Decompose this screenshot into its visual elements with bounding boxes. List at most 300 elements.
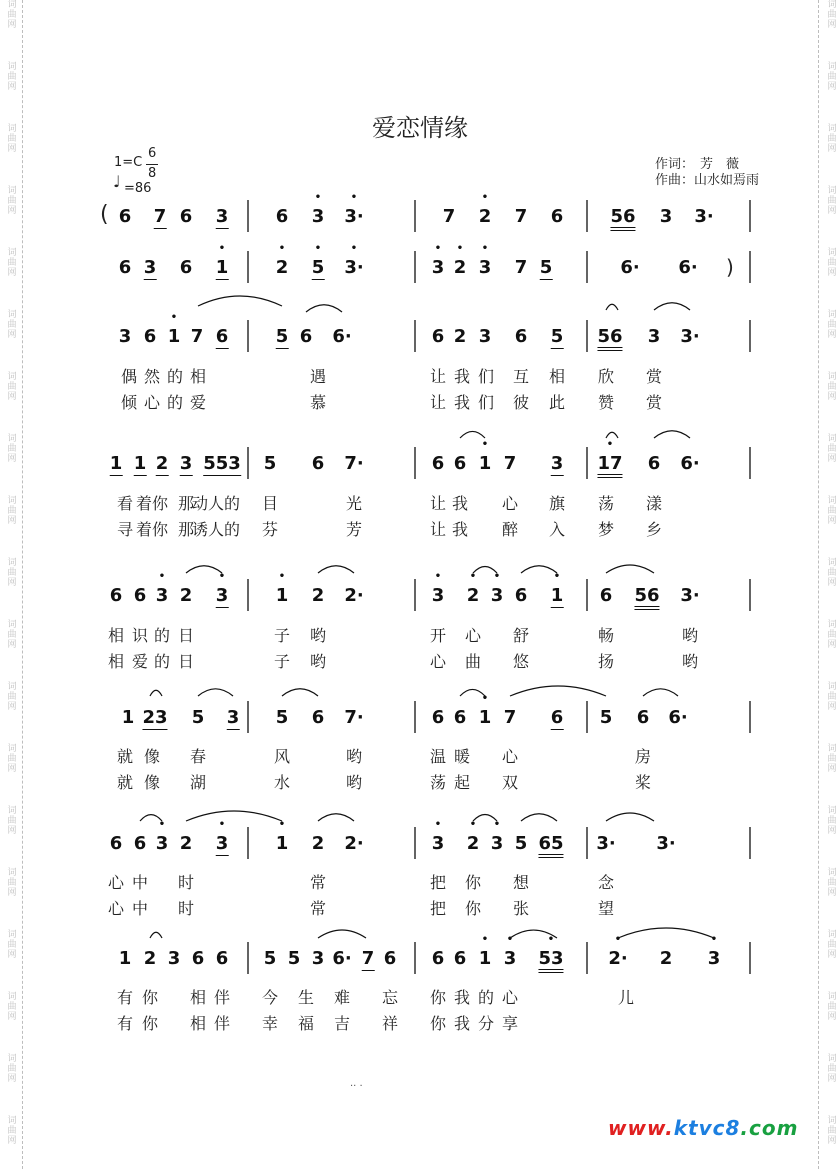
note: 7	[503, 707, 517, 728]
lyric-word: 让	[429, 367, 447, 386]
watermark-text: 词 曲 网	[7, 434, 17, 464]
lyric-word: 念	[597, 873, 615, 892]
note: 5	[275, 707, 289, 728]
lyric-word: 相	[107, 652, 125, 671]
lyric-word: 有	[116, 1014, 134, 1033]
lyric-word: 风	[273, 747, 291, 766]
lyric-word: 欣	[597, 367, 615, 386]
lyric-word: 春	[189, 747, 207, 766]
lyric-word: 难	[333, 988, 351, 1007]
watermark-text: 词 曲 网	[827, 930, 837, 960]
note: 6·	[332, 326, 352, 347]
lyric-word: 着你	[135, 494, 169, 513]
lyric-word: 你	[429, 1014, 447, 1033]
note: 6	[647, 453, 661, 474]
note: 3	[311, 948, 325, 969]
lyric-word: 我	[451, 494, 469, 513]
watermark-text: 词 曲 网	[827, 1116, 837, 1146]
lyric-word: 让	[429, 520, 447, 539]
lyric-word: 起	[453, 773, 471, 792]
note: 5	[263, 948, 277, 969]
lyric-word: 曲	[464, 652, 482, 671]
note: 5	[263, 453, 277, 474]
note: 7·	[344, 453, 364, 474]
note: 6	[143, 326, 157, 347]
watermark-text: 词 曲 网	[7, 248, 17, 278]
lyric-word: 你	[464, 873, 482, 892]
note: 6	[550, 206, 564, 227]
note: 5	[287, 948, 301, 969]
lyric-word: 暖	[453, 747, 471, 766]
footer-dots: .. .	[350, 1078, 363, 1089]
lyric-word: 把	[429, 873, 447, 892]
note: 2	[453, 326, 467, 347]
watermark-text: 词 曲 网	[7, 1054, 17, 1084]
note: 6	[191, 948, 205, 969]
composer-name: 山水如焉雨	[694, 173, 760, 188]
lyric-word: 心	[107, 899, 125, 918]
watermark-text: 词 曲 网	[7, 930, 17, 960]
watermark-text: 词 曲 网	[7, 992, 17, 1022]
note: • 3	[432, 257, 445, 278]
note: 3	[143, 257, 157, 278]
lyric-word: 那	[177, 520, 195, 539]
note: • 17	[597, 453, 622, 478]
lyric-word: 生	[297, 988, 315, 1007]
note: 6	[550, 707, 564, 728]
tempo-mark: =86	[124, 181, 152, 196]
note: 6	[109, 585, 123, 606]
lyric-word: 爱	[189, 393, 207, 412]
lyric-word: 倾	[120, 393, 138, 412]
watermark-text: 词 曲 网	[7, 372, 17, 402]
lyric-word: 舒	[512, 626, 530, 645]
note: 2	[179, 585, 193, 606]
lyric-word: 爱	[131, 652, 149, 671]
lyric-word: 祥	[381, 1014, 399, 1033]
note: 3·	[596, 833, 616, 854]
lyric-word: 心	[501, 494, 519, 513]
note: • 3	[156, 585, 169, 606]
note: 553	[203, 453, 241, 474]
lyric-word: 吉	[333, 1014, 351, 1033]
site-logo-name: ktvc8	[673, 1116, 741, 1140]
lyric-word: 芬	[261, 520, 279, 539]
lyric-word: 遇	[309, 367, 327, 386]
note: 6	[453, 453, 467, 474]
note: 7	[442, 206, 456, 227]
lyric-word: 我	[453, 393, 471, 412]
watermark-text: 词 曲 网	[7, 558, 17, 588]
lyric-word: 我	[453, 1014, 471, 1033]
watermark-text: 词 曲 网	[827, 434, 837, 464]
lyric-word: 你	[464, 899, 482, 918]
note: 1	[133, 453, 147, 474]
lyric-word: 我	[453, 988, 471, 1007]
note: 6	[215, 948, 229, 969]
lyric-word: 日	[177, 626, 195, 645]
site-logo-www: www.	[608, 1116, 674, 1140]
lyric-word: 然	[143, 367, 161, 386]
lyric-word: 们	[477, 393, 495, 412]
note: 65	[538, 833, 563, 858]
lyric-word: 湖	[189, 773, 207, 792]
note: • 2	[479, 206, 492, 227]
watermark-text: 词 曲 网	[7, 62, 17, 92]
note: 7	[153, 206, 167, 227]
note: 7	[503, 453, 517, 474]
note: 3·	[680, 585, 700, 606]
watermark-text: 词 曲 网	[7, 620, 17, 650]
note: • 2	[467, 833, 480, 854]
watermark-text: 词 曲 网	[7, 1116, 17, 1146]
note: 3	[659, 206, 673, 227]
lyric-word: 儿	[617, 988, 635, 1007]
watermark-text: 词 曲 网	[7, 496, 17, 526]
song-title: 爱恋情缘	[372, 114, 468, 142]
lyric-word: 偶	[120, 367, 138, 386]
repeat-paren-open: (	[100, 202, 109, 227]
lyric-word: 我	[453, 367, 471, 386]
note: 3	[478, 326, 492, 347]
lyric-word: 着你	[135, 520, 169, 539]
lyric-word: 有	[116, 988, 134, 1007]
note: 2·	[344, 833, 364, 854]
note: 6	[109, 833, 123, 854]
watermark-text: 词 曲 网	[7, 682, 17, 712]
lyric-word: 水	[273, 773, 291, 792]
note: 6	[215, 326, 229, 347]
note: 6	[636, 707, 650, 728]
note: • 3	[432, 833, 445, 854]
lyric-word: 心	[464, 626, 482, 645]
note: 5	[191, 707, 205, 728]
note: 5	[550, 326, 564, 347]
note: 6	[431, 707, 445, 728]
note: 3·	[694, 206, 714, 227]
note: 6	[133, 833, 147, 854]
watermark-text: 词 曲 网	[7, 124, 17, 154]
watermark-text: 词 曲 网	[827, 620, 837, 650]
lyric-word: 此	[548, 393, 566, 412]
lyric-word: 寻	[116, 520, 134, 539]
note: 56	[610, 206, 635, 231]
note: 7	[514, 206, 528, 227]
repeat-paren-close: )	[726, 255, 734, 279]
note: 6·	[332, 948, 352, 969]
lyric-word: 把	[429, 899, 447, 918]
note: • 3	[312, 206, 325, 227]
lyric-word: 就	[116, 747, 134, 766]
note: 3	[167, 948, 181, 969]
lyric-word: 张	[512, 899, 530, 918]
lyric-word: 房	[634, 747, 652, 766]
watermark-text: 词 曲 网	[7, 310, 17, 340]
note: 6	[311, 453, 325, 474]
lyric-word: 漾	[645, 494, 663, 513]
lyric-word: 常	[309, 873, 327, 892]
lyric-word: 哟	[309, 626, 327, 645]
lyric-word: 心	[107, 873, 125, 892]
site-logo	[608, 1116, 798, 1140]
lyric-word: 幸	[261, 1014, 279, 1033]
watermark-text: 词 曲 网	[7, 806, 17, 836]
lyric-word: 梦	[597, 520, 615, 539]
lyric-word: 让	[429, 393, 447, 412]
note: • 3	[432, 585, 445, 606]
note: 56	[597, 326, 622, 351]
watermark-text: 词 曲 网	[827, 558, 837, 588]
watermark-text: 词 曲 网	[7, 744, 17, 774]
lyric-word: 忘	[381, 988, 399, 1007]
watermark-text: 词 曲 网	[827, 496, 837, 526]
note: • 1	[479, 453, 492, 474]
note: 6	[179, 206, 193, 227]
lyric-word: 目	[261, 494, 279, 513]
watermark-text: 词 曲 网	[827, 248, 837, 278]
lyric-word: 今	[261, 988, 279, 1007]
lyric-word: 时	[177, 899, 195, 918]
lyric-word: 相	[189, 1014, 207, 1033]
lyric-word: 看	[116, 494, 134, 513]
note: 6	[453, 948, 467, 969]
lyric-word: 哟	[681, 652, 699, 671]
note: 5	[514, 833, 528, 854]
lyric-word: 那	[177, 494, 195, 513]
note: • 3	[504, 948, 517, 969]
lyric-word: 诱人的	[191, 520, 241, 539]
lyricist-name: 芳 薇	[700, 157, 740, 172]
lyric-word: 识	[131, 626, 149, 645]
lyric-word: 光	[345, 494, 363, 513]
lyric-word: 相	[189, 988, 207, 1007]
lyric-word: 芳	[345, 520, 363, 539]
note: 6	[118, 257, 132, 278]
note: • 1	[276, 585, 289, 606]
watermark-text: 词 曲 网	[827, 744, 837, 774]
lyric-word: 桨	[634, 773, 652, 792]
lyric-word: 相	[107, 626, 125, 645]
note: 6	[599, 585, 613, 606]
note: • 1	[551, 585, 564, 608]
site-logo-com: .com	[740, 1116, 799, 1140]
lyric-word: 中	[131, 899, 149, 918]
lyric-word: 就	[116, 773, 134, 792]
lyric-word: 们	[477, 367, 495, 386]
watermark-text: 词 曲 网	[827, 124, 837, 154]
note: 5	[539, 257, 553, 278]
note: 1	[118, 948, 132, 969]
note: 6	[453, 707, 467, 728]
note: • 3	[491, 833, 504, 854]
note: • 3·	[344, 257, 363, 278]
lyric-word: 心	[429, 652, 447, 671]
lyric-word: 日	[177, 652, 195, 671]
note: 3	[647, 326, 661, 347]
lyric-word: 哟	[309, 652, 327, 671]
lyric-word: 旗	[548, 494, 566, 513]
lyric-word: 让	[429, 494, 447, 513]
lyric-word: 畅	[597, 626, 615, 645]
note: 6·	[620, 257, 640, 278]
lyric-word: 我	[451, 520, 469, 539]
note: 3	[118, 326, 132, 347]
lyric-word: 扬	[597, 652, 615, 671]
lyric-word: 想	[512, 873, 530, 892]
note: 3·	[680, 326, 700, 347]
lyric-word: 时	[177, 873, 195, 892]
note: • 3·	[344, 206, 363, 227]
lyric-word: 的	[153, 652, 171, 671]
note: 6	[431, 453, 445, 474]
note: 6	[431, 948, 445, 969]
lyric-word: 赞	[597, 393, 615, 412]
note: 2	[179, 833, 193, 854]
note: 6	[431, 326, 445, 347]
note: 5	[275, 326, 289, 347]
lyric-word: 赏	[645, 367, 663, 386]
lyric-word: 哟	[345, 747, 363, 766]
lyric-word: 你	[429, 988, 447, 1007]
lyric-word: 醉	[501, 520, 519, 539]
note: 6·	[678, 257, 698, 278]
note: 7	[514, 257, 528, 278]
note: • 1	[168, 326, 181, 347]
lyric-word: 慕	[309, 393, 327, 412]
note: 2	[311, 585, 325, 606]
note: 2	[659, 948, 673, 969]
lyric-word: 荡	[429, 773, 447, 792]
note: 23	[142, 707, 168, 728]
lyric-word: 子	[273, 626, 291, 645]
watermark-text: 词 曲 网	[827, 186, 837, 216]
watermark-text: 词 曲 网	[827, 992, 837, 1022]
lyric-word: 像	[143, 747, 161, 766]
lyric-word: 心	[501, 747, 519, 766]
lyric-word: 荡	[597, 494, 615, 513]
lyric-word: 哟	[681, 626, 699, 645]
lyric-word: 开	[429, 626, 447, 645]
note: 6·	[680, 453, 700, 474]
lyric-word: 伴	[213, 1014, 231, 1033]
lyric-word: 望	[597, 899, 615, 918]
note: 3	[215, 206, 229, 227]
watermark-text: 词 曲 网	[827, 62, 837, 92]
note: • 1	[479, 707, 492, 728]
lyric-word: 互	[512, 367, 530, 386]
note: 5	[599, 707, 613, 728]
lyric-word: 相	[548, 367, 566, 386]
note: • 3	[216, 585, 229, 608]
time-signature-bottom: 8	[148, 166, 157, 181]
note: • 2	[454, 257, 467, 278]
lyric-word: 悠	[512, 652, 530, 671]
lyric-word: 福	[297, 1014, 315, 1033]
lyric-word: 你	[141, 988, 159, 1007]
note: 6	[514, 326, 528, 347]
quarter-note-icon: ♩	[113, 172, 121, 191]
note: 6	[299, 326, 313, 347]
note: 2	[311, 833, 325, 854]
note: 2·	[344, 585, 364, 606]
note: • 2·	[608, 948, 627, 969]
watermark-text: 词 曲 网	[827, 310, 837, 340]
lyricist-label: 作词：	[655, 157, 695, 172]
note: 2	[155, 453, 169, 474]
note: 1	[121, 707, 135, 728]
note: • 53	[538, 948, 563, 973]
watermark-text: 词 曲 网	[827, 372, 837, 402]
lyric-word: 的	[153, 626, 171, 645]
lyric-word: 的	[166, 367, 184, 386]
note: 6	[514, 585, 528, 606]
lyric-word: 哟	[345, 773, 363, 792]
note: 6	[133, 585, 147, 606]
watermark-text: 词 曲 网	[827, 868, 837, 898]
lyric-word: 心	[501, 988, 519, 1007]
lyric-word: 心	[143, 393, 161, 412]
lyric-word: 动人的	[191, 494, 241, 513]
lyric-word: 的	[477, 988, 495, 1007]
lyric-word: 伴	[213, 988, 231, 1007]
note: 7·	[344, 707, 364, 728]
note: • 1	[216, 257, 229, 280]
lyric-word: 的	[166, 393, 184, 412]
watermark-text: 词 曲 网	[827, 806, 837, 836]
note: 7	[361, 948, 375, 969]
watermark-text: 词 曲 网	[827, 0, 837, 30]
lyric-word: 享	[501, 1014, 519, 1033]
note: • 1	[479, 948, 492, 969]
watermark-text: 词 曲 网	[827, 1054, 837, 1084]
time-signature-top: 6	[148, 146, 157, 161]
note: 3	[179, 453, 193, 474]
watermark-text: 词 曲 网	[827, 682, 837, 712]
note: • 3	[708, 948, 721, 969]
note: 6	[275, 206, 289, 227]
lyric-word: 子	[273, 652, 291, 671]
watermark-text: 词 曲 网	[7, 868, 17, 898]
note: • 3	[216, 833, 229, 856]
watermark-text: 词 曲 网	[7, 186, 17, 216]
lyric-word: 彼	[512, 393, 530, 412]
note: • 3	[156, 833, 169, 854]
lyric-word: 像	[143, 773, 161, 792]
note: 56	[634, 585, 659, 610]
lyric-word: 温	[429, 747, 447, 766]
lyric-word: 乡	[645, 520, 663, 539]
lyric-word: 常	[309, 899, 327, 918]
lyric-word: 入	[548, 520, 566, 539]
note: 6	[118, 206, 132, 227]
watermark-text: 词 曲 网	[7, 0, 17, 30]
note: 6	[311, 707, 325, 728]
note: 3	[550, 453, 564, 474]
note: • 2	[467, 585, 480, 606]
lyric-word: 分	[477, 1014, 495, 1033]
note: 6·	[668, 707, 688, 728]
note: • 5	[312, 257, 325, 280]
note: 7	[190, 326, 204, 347]
note: • 2	[276, 257, 289, 278]
composer-label: 作曲：	[655, 173, 695, 188]
note: 1	[109, 453, 123, 474]
lyric-word: 你	[141, 1014, 159, 1033]
note: 3·	[656, 833, 676, 854]
note: 6	[179, 257, 193, 278]
lyric-word: 相	[189, 367, 207, 386]
lyric-word: 中	[131, 873, 149, 892]
